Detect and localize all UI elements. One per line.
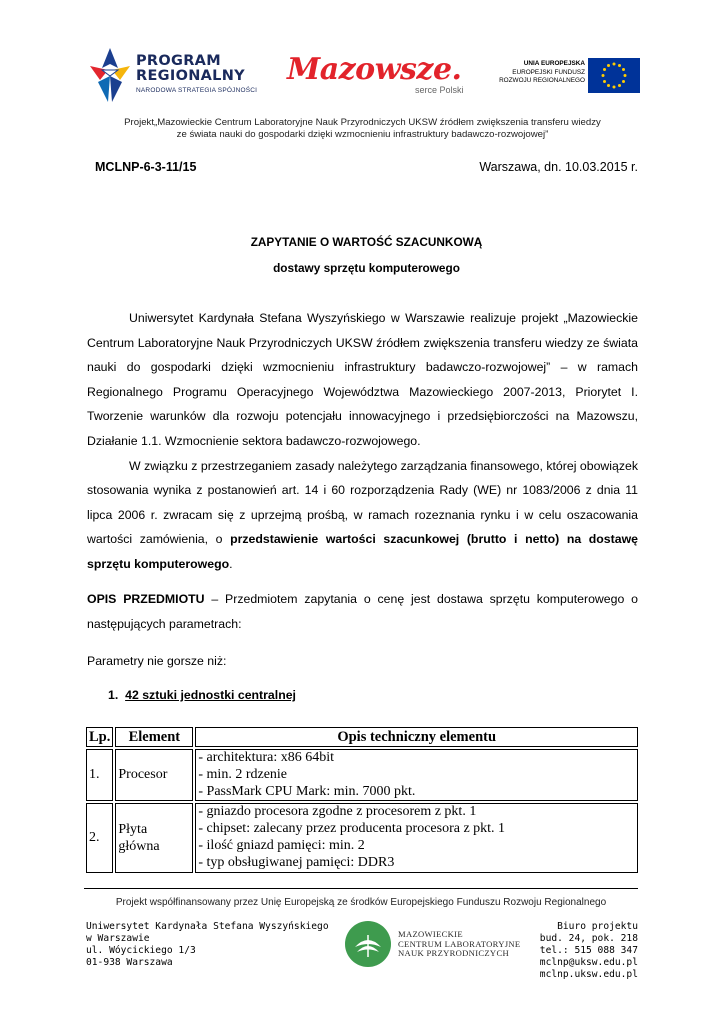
document-title: ZAPYTANIE O WARTOŚĆ SZACUNKOWĄ bbox=[250, 235, 483, 249]
office-line: Biuro projektu bbox=[557, 921, 638, 932]
program-logo-line2: REGIONALNY bbox=[136, 68, 245, 84]
opis-label: OPIS PRZEDMIOTU bbox=[87, 592, 205, 606]
header-description: Opis techniczny elementu bbox=[195, 727, 638, 747]
request-bold-text: przedstawienie wartości szacunkowej (brutto i netto) na dostawę sprzętu komputerowego bbox=[87, 532, 638, 571]
row-description bbox=[195, 749, 638, 801]
desc-line: - min. 2 rdzenie bbox=[198, 766, 288, 782]
office-website-link[interactable]: mclnp.uksw.edu.pl bbox=[539, 969, 638, 980]
row-lp: 2. bbox=[86, 803, 113, 872]
footer-project-note: Projekt współfinansowany przez Unię Europejską ze środków Europejskiego Funduszu Rozwoju Regionalnego bbox=[115, 897, 607, 908]
eu-flag-icon bbox=[588, 58, 640, 93]
eu-logo-line3: ROZWOJU REGIONALNEGO bbox=[499, 77, 585, 84]
item-heading bbox=[108, 688, 296, 702]
project-header bbox=[80, 117, 645, 141]
opis-text: – Przedmiotem zapytania o cenę jest dostawa sprzętu komputerowego o następujących parametrach: bbox=[87, 592, 638, 631]
desc-line: - architektura: x86 64bit bbox=[198, 750, 335, 765]
office-line: bud. 24, pok. 218 bbox=[539, 933, 638, 944]
address-line: ul. Wóycickiego 1/3 bbox=[86, 945, 196, 956]
address-line: Uniwersytet Kardynała Stefana Wyszyńskiego bbox=[86, 921, 329, 932]
opis-paragraph bbox=[87, 587, 638, 636]
centrum-logo-line2: CENTRUM LABORATORYJNE bbox=[398, 938, 521, 949]
row-element: Płyta główna bbox=[115, 803, 193, 872]
header-lp: Lp. bbox=[86, 727, 113, 747]
office-line: tel.: 515 088 347 bbox=[539, 945, 638, 956]
mazowsze-tagline: serce Polski bbox=[415, 85, 464, 95]
footer-office bbox=[540, 921, 638, 981]
row-element: Procesor bbox=[115, 749, 193, 801]
desc-line: - PassMark CPU Mark: min. 7000 pkt. bbox=[198, 783, 416, 799]
opis-section bbox=[87, 587, 638, 636]
address-line: 01-938 Warszawa bbox=[86, 957, 173, 968]
leaf-icon bbox=[345, 921, 391, 967]
item-number: 1. bbox=[108, 688, 119, 702]
row-description bbox=[195, 803, 638, 872]
mazowsze-wordmark: Mazowsze. bbox=[287, 52, 462, 87]
centrum-logo-line1: MAZOWIECKIE bbox=[398, 929, 463, 939]
desc-line: - chipset: zalecany przez producenta procesora z pkt. 1 bbox=[198, 821, 506, 837]
address-line: w Warszawie bbox=[86, 933, 150, 944]
program-logo-line3: NARODOWA STRATEGIA SPÓJNOŚCI bbox=[136, 87, 258, 94]
body-text bbox=[87, 306, 638, 577]
project-header-line2: ze świata nauki do gospodarki dzięki wzmocnieniu infrastruktury badawczo-rozwojowej” bbox=[176, 129, 549, 140]
header-element: Element bbox=[115, 727, 193, 747]
program-regionalny-logo bbox=[88, 46, 268, 106]
table-row bbox=[86, 749, 638, 801]
document-reference: MCLNP-6-3-11/15 bbox=[95, 160, 197, 174]
footer-address bbox=[86, 921, 329, 969]
mazowsze-logo bbox=[287, 52, 472, 102]
document-date: Warszawa, dn. 10.03.2015 r. bbox=[479, 160, 638, 174]
table-header-row bbox=[86, 727, 638, 747]
program-logo-line1: PROGRAM bbox=[136, 53, 221, 69]
desc-line: - typ obsługiwanej pamięci: DDR3 bbox=[198, 854, 395, 870]
row-lp: 1. bbox=[86, 749, 113, 801]
eu-logo-line1: UNIA EUROPEJSKA bbox=[523, 60, 585, 67]
desc-line: - gniazdo procesora zgodne z procesorem z pkt. 1 bbox=[198, 804, 477, 820]
footer-divider bbox=[84, 888, 638, 889]
project-header-line1: Projekt„Mazowieckie Centrum Laboratoryjne Nauk Przyrodniczych UKSW źródłem zwiększenia transferu wiedzy bbox=[124, 117, 601, 128]
params-label: Parametry nie gorsze niż: bbox=[87, 654, 227, 668]
document-subtitle: dostawy sprzętu komputerowego bbox=[273, 261, 460, 275]
centrum-logo bbox=[345, 921, 535, 971]
item-label: 42 sztuki jednostki centralnej bbox=[125, 688, 296, 702]
paragraph-intro: Uniwersytet Kardynała Stefana Wyszyńskiego w Warszawie realizuje projekt „Mazowieckie Centrum Laboratoryjne Nauk Przyrodniczych UKSW źródłem zwiększenia transferu wiedzy ze świata nauki do gospodarki dzięki wzmocnieniu infrastruktury badawczo-rozwojowej” – w ramach Regionalnego Programu Operacyjnego Województwa Mazowieckiego 2007-2013, Priorytet I. Tworzenie warunków dla rozwoju potencjału innowacyjnego i przedsiębiorczości na Mazowszu, Działanie 1.1. Wzmocnienie sektora badawczo-rozwojowego. bbox=[87, 311, 638, 448]
centrum-logo-line3: NAUK PRZYRODNICZYCH bbox=[398, 948, 509, 959]
request-text: W związku z przestrzeganiem zasady należytego zarządzania finansowego, której obowiązek stosowania wynika z postanowień art. 14 i 60 rozporządzenia Rady (WE) nr 1083/2006 z dnia 11 lipca 2006 r. zwracam się z uprzejmą prośbą, w ramach rozeznania rynku i w celu oszacowania wartości zamówienia, o bbox=[87, 458, 638, 547]
paragraph-request bbox=[87, 454, 638, 577]
office-email-link[interactable]: mclnp@uksw.edu.pl bbox=[539, 957, 638, 968]
table-row bbox=[86, 803, 638, 872]
desc-line: - ilość gniazd pamięci: min. 2 bbox=[198, 837, 365, 853]
eu-logo-line2: EUROPEJSKI FUNDUSZ bbox=[512, 69, 585, 76]
spec-table bbox=[84, 725, 640, 875]
eu-logo bbox=[499, 58, 645, 98]
request-end: . bbox=[229, 556, 233, 571]
